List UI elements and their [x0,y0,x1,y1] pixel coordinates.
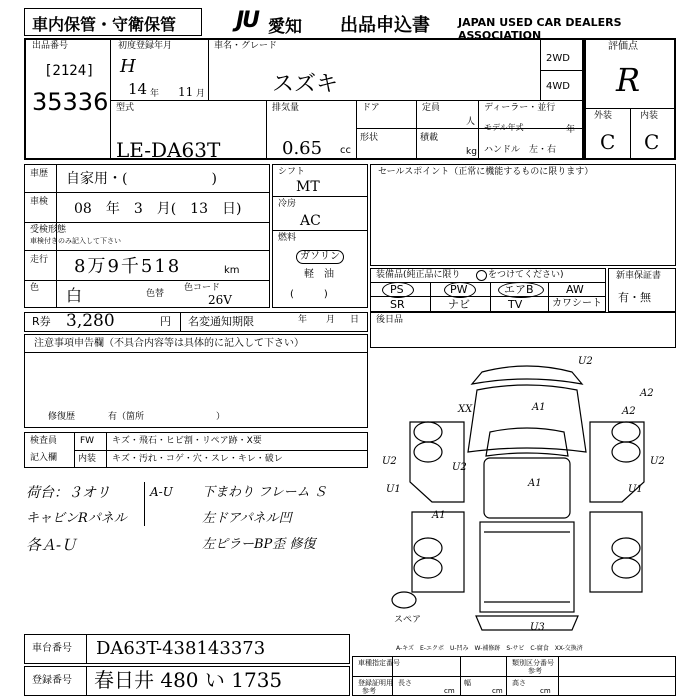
height-label: 高さ [512,679,526,687]
recycle-unit: 円 [160,315,171,328]
inspection-label: 車検 [30,197,49,207]
first-reg-era: H [120,56,136,77]
pw-circle [444,282,476,298]
inspector-row2: キズ・汚れ・コゲ・穴・スレ・キレ・破レ [112,454,283,464]
height-cm: cm [540,687,551,695]
fuel-option-gas: ガソリン [296,250,344,264]
equip-pw: PW [450,283,468,296]
model-year-label: モデル年式 [484,123,524,132]
mark-u1-left: U1 [386,484,401,495]
interior-value: C [644,130,660,154]
name-change-label: 名変通知期限 [188,315,254,328]
sales-label: セールスポイント（正常に機能するものに限ります） [378,167,594,177]
name-change-month: 月 [326,315,336,325]
car-outline [392,366,644,630]
org-name: 愛知 [268,17,302,37]
lot-label: 出品番号 [32,41,69,51]
handwritten-note-1: 荷台：３オリ [26,485,110,501]
capacity-unit: 人 [466,117,476,127]
plate-value: 春日井 480 い 1735 [94,668,283,692]
name-label: 車名・グレード [214,41,278,51]
first-reg-month-unit: 月 [196,89,206,99]
inspector-row1: キズ・飛石・ヒビ割・リペア跡・X要 [112,436,262,446]
proof-label: 登録証明用 [358,679,393,687]
car-name: スズキ [272,72,339,97]
form-title: 出品申込書 [340,15,430,36]
plate-label: 登録番号 [32,675,72,686]
mark-u2-left: U2 [382,456,397,467]
fuel-label: 燃料 [278,233,297,243]
load-unit: kg [466,147,477,157]
warranty-value: 有・無 [618,291,651,304]
first-reg-month: 11 [178,85,194,99]
post-items-box [370,312,676,348]
equip-leather-seat: カワシート [552,298,602,309]
mileage-value: 8万9千518 [74,256,182,277]
color-code-label: 色コード [184,283,221,293]
shape-label: 形状 [360,133,379,143]
fuel-option-diesel: 軽 油 [304,269,334,280]
first-reg-year-unit: 年 [150,89,160,99]
fuel-option-other: ( ) [290,289,328,300]
length-cm: cm [444,687,455,695]
equip-tv: TV [508,298,523,311]
model-label: 型式 [116,103,135,113]
length-label: 長さ [398,679,412,687]
displacement-label: 排気量 [272,103,300,113]
capacity-label: 定員 [422,103,441,113]
sales-box [370,164,676,266]
exterior-value: C [600,130,616,154]
mark-u2-door: U2 [452,462,467,473]
drive-2wd: 2WD [546,53,570,64]
delivery-label: 受検形態 [30,225,67,235]
mark-u2-top: U2 [578,356,593,367]
agency-sub: 車種指定番号 [358,659,400,667]
mileage-label: 走行 [30,255,49,265]
interior-label: 内装 [640,111,659,121]
model-value: LE-DA63T [116,138,221,162]
lot-number: 35336 [32,88,109,116]
displacement-unit: cc [340,145,351,156]
chassis-label: 車台番号 [32,643,72,654]
width-cm: cm [492,687,503,695]
inspector-fw: FW [80,436,95,446]
handwritten-note-5: 左ドアパネル凹 [202,511,292,526]
equip-aw: AW [566,283,584,296]
equipment-label-tail: をつけてください) [488,270,564,280]
mark-a1-roof: A1 [528,478,542,489]
handwritten-mid: A-U [150,485,173,499]
color-swap-label: 色替 [146,289,165,299]
color-value: 白 [66,286,83,305]
drive-4wd: 4WD [546,81,570,92]
width-label: 幅 [464,679,471,687]
mark-u3-rear: U3 [530,622,545,633]
damage-legend: A-キズ E-エクボ U-凹み W-補修跡 S-サビ C-腐食 XX-交換済 [396,645,583,652]
association-english: JAPAN USED CAR DEALERS ASSOCIATION [458,16,622,42]
equip-navi: ナビ [448,298,470,311]
equip-sr: SR [390,298,405,311]
ps-circle [382,282,414,298]
handwritten-note-6: 左ピラーBP歪 修復 [202,537,316,552]
history-value: 自家用・( ) [66,171,217,187]
mileage-unit: km [224,265,240,276]
notes-label: 注意事項申告欄（不具合内容等は具体的に記入して下さい） [34,338,304,349]
mark-a2-right: A2 [622,406,636,417]
history-label: 車歴 [30,169,49,179]
displacement-value: 0.65 [282,138,323,159]
recycle-value: 3,280 [66,311,115,331]
inspector-interior: 内装 [78,454,97,464]
storage-tag: 車内保管・守衛保管 [32,15,177,34]
grade-label: 評価点 [608,41,638,52]
check-circle-icon [476,270,487,281]
handwritten-note-4: 下まわり フレーム Ｓ [202,485,327,500]
agency-label: 類別区分番号 [512,659,554,667]
handle-label: ハンドル 左・右 [484,145,557,155]
repair-value: 有（箇所 ） [108,412,226,422]
car-damage-diagram [372,352,672,648]
grade-value: R [616,61,641,99]
mark-a2-top: A2 [640,388,654,399]
ac-label: 冷房 [278,199,297,209]
mark-a1-side: A1 [432,510,446,521]
model-year-unit: 年 [566,125,576,135]
warranty-label: 新車保証書 [616,271,662,281]
color-label: 色 [30,283,40,293]
chassis-value: DA63T-438143373 [96,638,266,659]
inspector-label-bottom: 記入欄 [30,453,58,463]
load-label: 積載 [420,133,439,143]
recycle-label: R券 [32,315,51,328]
name-change-year: 年 [298,315,308,325]
lot-small: [2124] [44,63,95,79]
post-items-label: 後日品 [376,315,404,325]
equip-airbag: エアB [504,283,534,296]
equipment-label: 装備品(純正品に限り [376,270,461,280]
mark-u1-right: U1 [628,484,643,495]
ju-logo: JU [236,8,259,33]
spare-label: スペア [394,615,422,625]
shift-label: シフト [278,167,306,177]
mark-a1-hood: A1 [532,402,546,413]
delivery-sub: 車検付きのみ記入して下さい [30,237,121,245]
handwritten-note-2: キャビンRパネル [26,511,127,526]
inspector-label-top: 検査員 [30,436,58,446]
ac-value: AC [300,213,321,229]
repair-label: 修復歴 [48,412,76,422]
color-code-value: 26V [208,293,232,307]
dealer-label: ディーラー・並行 [484,103,556,113]
equip-ps: PS [390,283,404,296]
handwritten-note-3: 各Ａ-Ｕ [26,536,77,554]
shift-value: MT [296,179,320,195]
mark-u2-right: U2 [650,456,665,467]
door-label: ドア [362,103,380,113]
proof-sub: 参考 [528,667,542,675]
name-change-day: 日 [350,315,360,325]
first-reg-year: 14 [128,80,148,98]
ref-left: 参考 [362,687,376,695]
exterior-label: 外装 [594,111,613,121]
inspection-value: 08 年 3 月( 13 日) [74,201,242,217]
first-reg-label: 初度登録年月 [118,41,173,51]
airbag-circle [498,282,544,298]
bracket-line [132,482,145,526]
mark-xx-left: XX [458,404,473,415]
